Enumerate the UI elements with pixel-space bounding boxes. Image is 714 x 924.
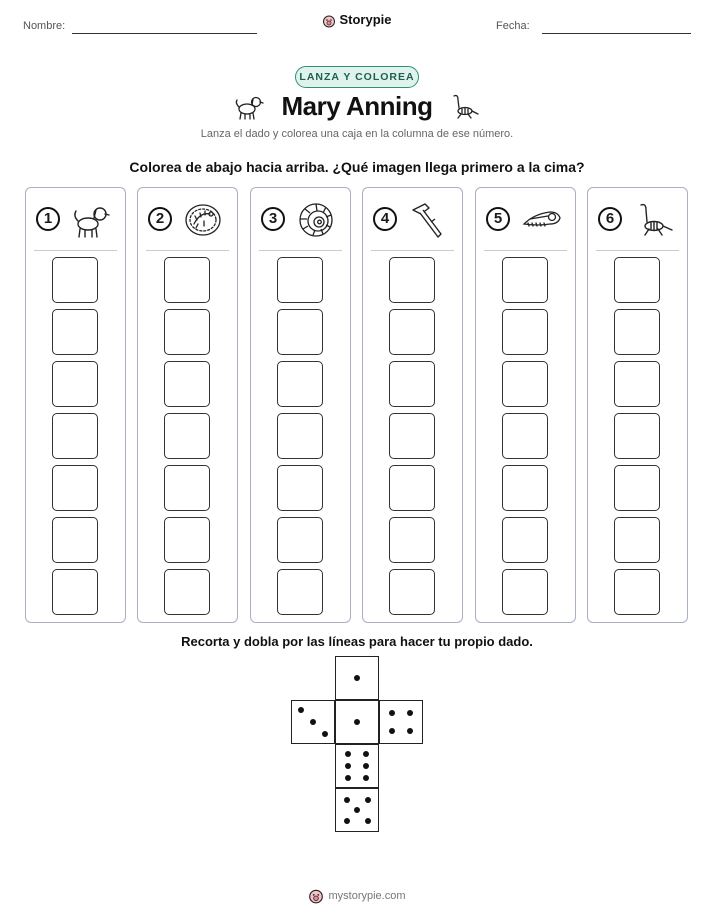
column-header <box>476 200 575 240</box>
color-box[interactable] <box>614 517 660 563</box>
die-pip <box>407 728 413 734</box>
color-box[interactable] <box>52 309 98 355</box>
die-face-1 <box>335 700 379 744</box>
color-box[interactable] <box>52 569 98 615</box>
color-box[interactable] <box>52 465 98 511</box>
column-header <box>363 200 462 240</box>
column-header <box>26 200 125 240</box>
color-box[interactable] <box>164 517 210 563</box>
name-label: Nombre: <box>23 20 66 32</box>
column-5 <box>475 187 576 623</box>
column-number: 3 <box>261 207 285 231</box>
column-1 <box>25 187 126 623</box>
column-number: 4 <box>373 207 397 231</box>
die-pip <box>344 818 350 824</box>
column-header <box>138 200 237 240</box>
color-box[interactable] <box>277 569 323 615</box>
footer <box>0 888 714 904</box>
color-box[interactable] <box>389 517 435 563</box>
page-title: Mary Anning <box>281 91 433 121</box>
date-label: Fecha: <box>496 20 530 32</box>
color-box[interactable] <box>502 465 548 511</box>
die-pip <box>354 719 360 725</box>
instruction-text: Colorea de abajo hacia arriba. ¿Qué imagen llega primero a la cima? <box>129 159 585 175</box>
column-header <box>251 200 350 240</box>
color-box[interactable] <box>614 569 660 615</box>
die-pip <box>363 763 369 769</box>
die-pip <box>298 707 304 713</box>
die-pip <box>389 728 395 734</box>
die-face-5 <box>335 788 379 832</box>
die-pip <box>363 751 369 757</box>
color-box[interactable] <box>164 413 210 459</box>
color-box[interactable] <box>52 361 98 407</box>
die-pip <box>310 719 316 725</box>
die-pip <box>389 710 395 716</box>
plesiosaur-icon <box>632 200 674 240</box>
color-box[interactable] <box>164 257 210 303</box>
color-box[interactable] <box>502 413 548 459</box>
die-pip <box>354 807 360 813</box>
die-pip <box>365 797 371 803</box>
column-number: 6 <box>598 207 622 231</box>
color-box[interactable] <box>277 413 323 459</box>
die-pip <box>322 731 328 737</box>
die-pip <box>345 775 351 781</box>
color-box[interactable] <box>389 569 435 615</box>
color-box[interactable] <box>614 257 660 303</box>
ammonite-icon <box>295 200 337 240</box>
fossil-icon <box>182 200 224 240</box>
brand-name: Storypie <box>339 12 392 27</box>
column-divider <box>34 250 117 251</box>
color-box[interactable] <box>277 517 323 563</box>
column-4 <box>362 187 463 623</box>
color-box[interactable] <box>502 309 548 355</box>
color-box[interactable] <box>389 413 435 459</box>
color-box[interactable] <box>614 413 660 459</box>
color-box[interactable] <box>277 257 323 303</box>
ichthyosaur-skull-icon <box>520 200 562 240</box>
column-number: 5 <box>486 207 510 231</box>
column-2 <box>137 187 238 623</box>
column-divider <box>146 250 229 251</box>
color-box[interactable] <box>164 361 210 407</box>
die-face-6 <box>335 744 379 788</box>
die-face-3 <box>291 700 335 744</box>
column-header <box>588 200 687 240</box>
name-line[interactable] <box>72 33 257 34</box>
color-box[interactable] <box>502 517 548 563</box>
color-box[interactable] <box>164 569 210 615</box>
die-pip <box>407 710 413 716</box>
color-box[interactable] <box>389 361 435 407</box>
color-box[interactable] <box>277 361 323 407</box>
die-face-1 <box>335 656 379 700</box>
column-divider <box>259 250 342 251</box>
pig-icon <box>322 14 336 28</box>
color-box[interactable] <box>389 465 435 511</box>
column-6 <box>587 187 688 623</box>
hammer-icon <box>407 200 449 240</box>
column-divider <box>371 250 454 251</box>
column-3 <box>250 187 351 623</box>
plesiosaur-icon <box>449 92 479 120</box>
activity-badge: LANZA Y COLOREA <box>295 66 419 88</box>
cut-instruction: Recorta y dobla por las líneas para hacer tu propio dado. <box>181 634 533 649</box>
color-box[interactable] <box>502 361 548 407</box>
column-number: 1 <box>36 207 60 231</box>
color-box[interactable] <box>52 517 98 563</box>
column-divider <box>484 250 567 251</box>
color-box[interactable] <box>277 465 323 511</box>
pig-icon <box>308 888 324 904</box>
die-pip <box>345 763 351 769</box>
color-box[interactable] <box>164 309 210 355</box>
color-box[interactable] <box>277 309 323 355</box>
color-box[interactable] <box>164 465 210 511</box>
dog-icon <box>70 200 112 240</box>
die-face-4 <box>379 700 423 744</box>
brand-logo <box>0 12 714 28</box>
footer-url[interactable]: mystorypie.com <box>328 889 406 902</box>
column-divider <box>596 250 679 251</box>
color-box[interactable] <box>502 569 548 615</box>
die-pip <box>345 751 351 757</box>
die-pip <box>365 818 371 824</box>
subtitle: Lanza el dado y colorea una caja en la columna de ese número. <box>200 128 514 140</box>
die-pip <box>344 797 350 803</box>
color-box[interactable] <box>614 309 660 355</box>
color-box[interactable] <box>389 309 435 355</box>
color-box[interactable] <box>52 413 98 459</box>
color-box[interactable] <box>614 361 660 407</box>
die-pip <box>354 675 360 681</box>
color-box[interactable] <box>389 257 435 303</box>
column-number: 2 <box>148 207 172 231</box>
date-line[interactable] <box>542 33 691 34</box>
color-box[interactable] <box>52 257 98 303</box>
color-box[interactable] <box>614 465 660 511</box>
die-pip <box>363 775 369 781</box>
color-box[interactable] <box>502 257 548 303</box>
